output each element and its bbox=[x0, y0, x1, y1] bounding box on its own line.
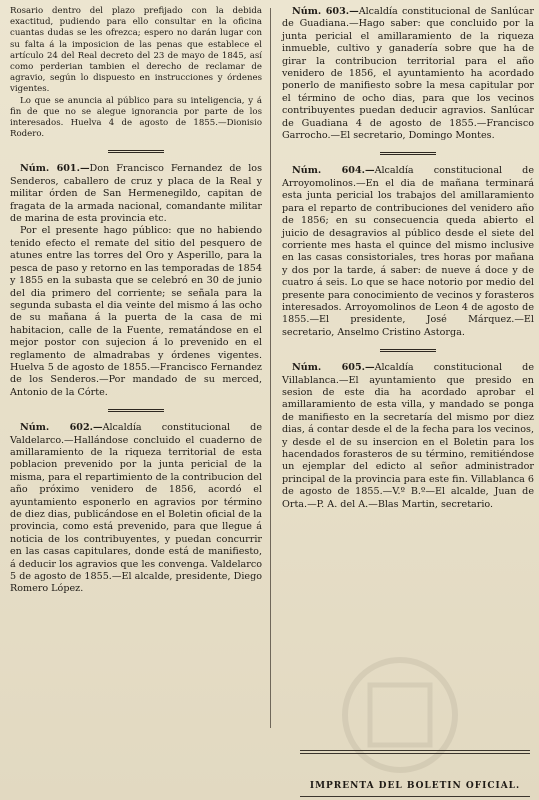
notice-number: Núm. 602.— bbox=[20, 422, 103, 434]
continued-notice-closing: Lo que se anuncia al público para su inteligencia, y á fin de que no se alegue ignorancia por parte de los interesados. Huelva 4 de agosto de 1855.—Dionisio Rodero. bbox=[10, 95, 262, 140]
notice-body: Alcaldía constitucional de Sanlúcar de Guadiana.—Hago saber: que concluido por la junta pericial el amillaramiento de la riqueza inmueble, cultivo y ganadería sobre que ha de girar la contribucion territorial para el año venidero de 1856, el ayuntamiento ha acordado ponerlo de manifiesto sobre la mesa capitular por el término de ocho dias, para que los vecinos contribuyentes puedan deducir agravios. Sanlúcar de Guadiana 4 de agosto de 1855.—Francisco Garrocho.—El secretario, Domingo Montes. bbox=[282, 6, 534, 142]
continued-notice-paragraph: Rosario dentro del plazo prefijado con la debida exactitud, pudiendo para ello consultar en la oficina cuantas dudas se les ofrezca; espero no darán lugar con su falta á la imposicion de las penas que establece el artículo 24 del Real decreto del 23 de mayo de 1845, así como perderian tambien el derecho de reclamar de agravio, según lo dispuesto en instrucciones y órdenes vigentes. bbox=[10, 6, 262, 95]
section-separator bbox=[108, 409, 164, 412]
footer-rule-bottom bbox=[300, 796, 530, 797]
right-column bbox=[282, 6, 534, 511]
library-watermark-icon bbox=[300, 650, 500, 780]
left-column bbox=[10, 6, 262, 596]
section-separator bbox=[108, 150, 164, 153]
notice-number: Núm. 605.— bbox=[292, 362, 375, 374]
notice-604 bbox=[282, 165, 534, 339]
notice-602 bbox=[10, 422, 262, 596]
section-separator bbox=[380, 349, 436, 352]
notice-heading: Don Francisco Fernandez de los Senderos, caballero de cruz y placa de la Real y militar órden de San Hermenegildo, capitan de fragata de la armada nacional, comandante militar de marina de esta provincia etc. bbox=[10, 163, 262, 225]
notice-603 bbox=[282, 6, 534, 142]
notice-number: Núm. 601.— bbox=[20, 163, 90, 175]
notice-605 bbox=[282, 362, 534, 511]
notice-601 bbox=[10, 163, 262, 399]
notice-number: Núm. 604.— bbox=[292, 165, 375, 177]
notice-number: Núm. 603.— bbox=[292, 6, 359, 17]
column-divider bbox=[270, 8, 271, 728]
section-separator bbox=[380, 152, 436, 155]
notice-body: Alcaldía constitucional de Valdelarco.—Hallándose concluido el cuaderno de amillaramiento de la riqueza territorial de esta poblacion prevenido por la junta pericial de la misma, para el repartimiento de la contribucion del año próximo venidero de 1856, acordó el ayuntamiento esponerlo en agravios por término de diez dias, publicándose en el Boletin oficial de la provincia, como está prevenido, para que llegue á noticia de los contribuyentes, y puedan concurrir en las casas capitulares, donde está de manifiesto, á deducir los agravios que les convenga. Valdelarco 5 de agosto de 1855.—El alcalde, presidente, Diego Romero López. bbox=[10, 422, 262, 595]
continued-notice bbox=[10, 6, 262, 140]
notice-body: Por el presente hago público: que no habiendo tenido efecto el remate del sitio del pesquero de atunes entre las torres del Oro y Asperillo, para la pesca de paso y retorno en las temporadas de 1854 y 1855 en la subasta que se celebró en 30 de junio del dia primero del corriente; se señala para la segunda subasta el dia veinte del mismo á las ocho de su mañana á la puerta de la casa de mi habitacion, calle de la Fuente, rematándose en el mejor postor con sujecion á lo prevenido en el reglamento de almadrabas y órdenes vigentes. Huelva 5 de agosto de 1855.—Francisco Fernandez de los Senderos.—Por mandado de su merced, Antonio de la Córte. bbox=[10, 225, 262, 398]
printer-imprint: IMPRENTA DEL BOLETIN OFICIAL. bbox=[309, 781, 521, 791]
notice-body: Alcaldía constitucional de Arroyomolinos.—En el dia de mañana terminará esta junta pericial los trabajos del amillaramiento para el reparto de contribuciones del venidero año de 1856; en su consecuencia queda abierto el juicio de desagravios al público desde el siete del corriente mes hasta el quince del mismo inclusive en las casas consistoriales, tres horas por mañana y dos por la tarde, á saber: de nueve á doce y de cuatro á seis. Lo que se hace notorio por medio del presente para conocimiento de vecinos y forasteros interesados. Arroyomolinos de Leon 4 de agosto de 1855.—El presidente, José Márquez.—El secretario, Anselmo Cristino Astorga. bbox=[282, 165, 534, 338]
notice-body: Alcaldía constitucional de Villablanca.—El ayuntamiento que presido en sesion de este dia ha acordado aprobar el amillaramiento de esta villa, y mandado se ponga de manifiesto en la secretaría del mismo por diez dias, á contar desde el de la fecha para los vecinos, y desde el de su insercion en el Boletin para los hacendados forasteros de su término, remitiéndose un ejemplar del edicto al señor administrador principal de la provincia para este fin. Villablanca 6 de agosto de 1855.—V.º B.º—El alcalde, Juan de Orta.—P. A. del A.—Blas Martin, secretario. bbox=[282, 362, 534, 510]
